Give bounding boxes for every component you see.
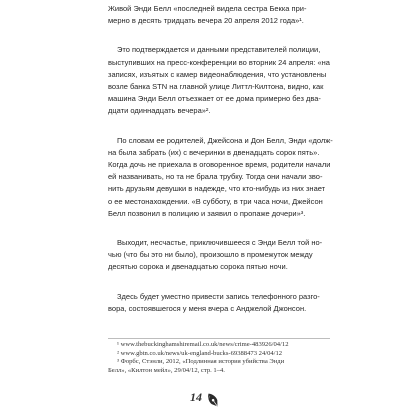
page-footer xyxy=(0,388,420,418)
text-line: Здесь будет уместно привести запись телефонного разго- xyxy=(117,291,320,301)
body-text xyxy=(108,3,333,332)
text-line: машина Энди Белл отъезжает от ее дома примерно без два- xyxy=(108,94,321,104)
text-line: записях, изъятых с камер видеонаблюдения, что установлены xyxy=(108,69,327,79)
text-line: выступивших на пресс-конференции во вторник 24 апреля: «на xyxy=(108,57,330,67)
paragraph-4 xyxy=(108,237,330,274)
footnote-3 xyxy=(108,358,330,375)
text-line: мерно в десять тридцать вечера 20 апреля 2012 года»¹. xyxy=(108,16,304,26)
footnote-line: Белл», «Килтон мейл», 29/04/12, стр. 1–4. xyxy=(108,366,225,374)
text-line: ей названивать, но та не брала трубку. Тогда они начали зво- xyxy=(108,172,323,182)
text-line: нить друзьям девушки в надежде, что кто-нибудь из них знает xyxy=(108,184,326,194)
text-line: о ее местонахождении. «В субботу, в три часа ночи, Джейсон xyxy=(108,196,323,206)
text-line: возле банка STN на главной улице Литтл-Килтона, видно, как xyxy=(108,82,324,92)
paragraph-1 xyxy=(108,3,330,27)
text-line: Это подтверждается и данными представителей полиции, xyxy=(117,45,321,55)
footnotes xyxy=(108,338,330,375)
text-line: Выходит, несчастье, приключившееся с Энди Белл той но- xyxy=(117,238,323,248)
page-number: 14 xyxy=(190,390,202,404)
text-line: вора, состоявшегося у меня вчера с Анджелой Джонсон. xyxy=(108,303,307,313)
footnote-divider xyxy=(108,338,330,339)
footnote-line: ³ Форбс, Стэнли, 2012, «Подлинная история убийства Энди xyxy=(117,358,285,366)
text-line: дцати одиннадцать вечера»². xyxy=(108,106,211,116)
text-line: Когда дочь не приехала в оговоренное время, родители начали xyxy=(108,160,331,170)
footnote-line: ² www.gbtn.co.uk/news/uk-england-bucks-69388473 24/04/12 xyxy=(117,349,283,357)
text-line: По словам ее родителей, Джейсона и Дон Белл, Энди «долж- xyxy=(117,135,333,145)
paragraph-5 xyxy=(108,291,330,315)
paragraph-3 xyxy=(108,135,333,220)
footnote-line: ¹ www.thebuckinghamshiremail.co.uk/news/crime-483926/04/12 xyxy=(117,341,289,348)
text-line: Белл позвонил в полицию и заявил о пропаже дочери»³. xyxy=(108,208,306,218)
text-line: Живой Энди Белл «последней видела сестра Бекка при- xyxy=(108,4,307,13)
text-line: на была забрать (их) с вечеринки в двенадцать сорок пять». xyxy=(108,147,320,157)
footnote-2 xyxy=(108,350,330,359)
fountain-pen-nib-icon xyxy=(204,391,222,409)
text-line: десятью сорока и двенадцатью сорока пятью ночи. xyxy=(108,262,288,272)
fountain-pen-nib-graphic xyxy=(204,391,222,409)
text-line: чью (что бы это ни было), произошло в промежуток между xyxy=(108,250,313,260)
paragraph-2 xyxy=(108,44,330,117)
footnote-1 xyxy=(108,341,330,350)
